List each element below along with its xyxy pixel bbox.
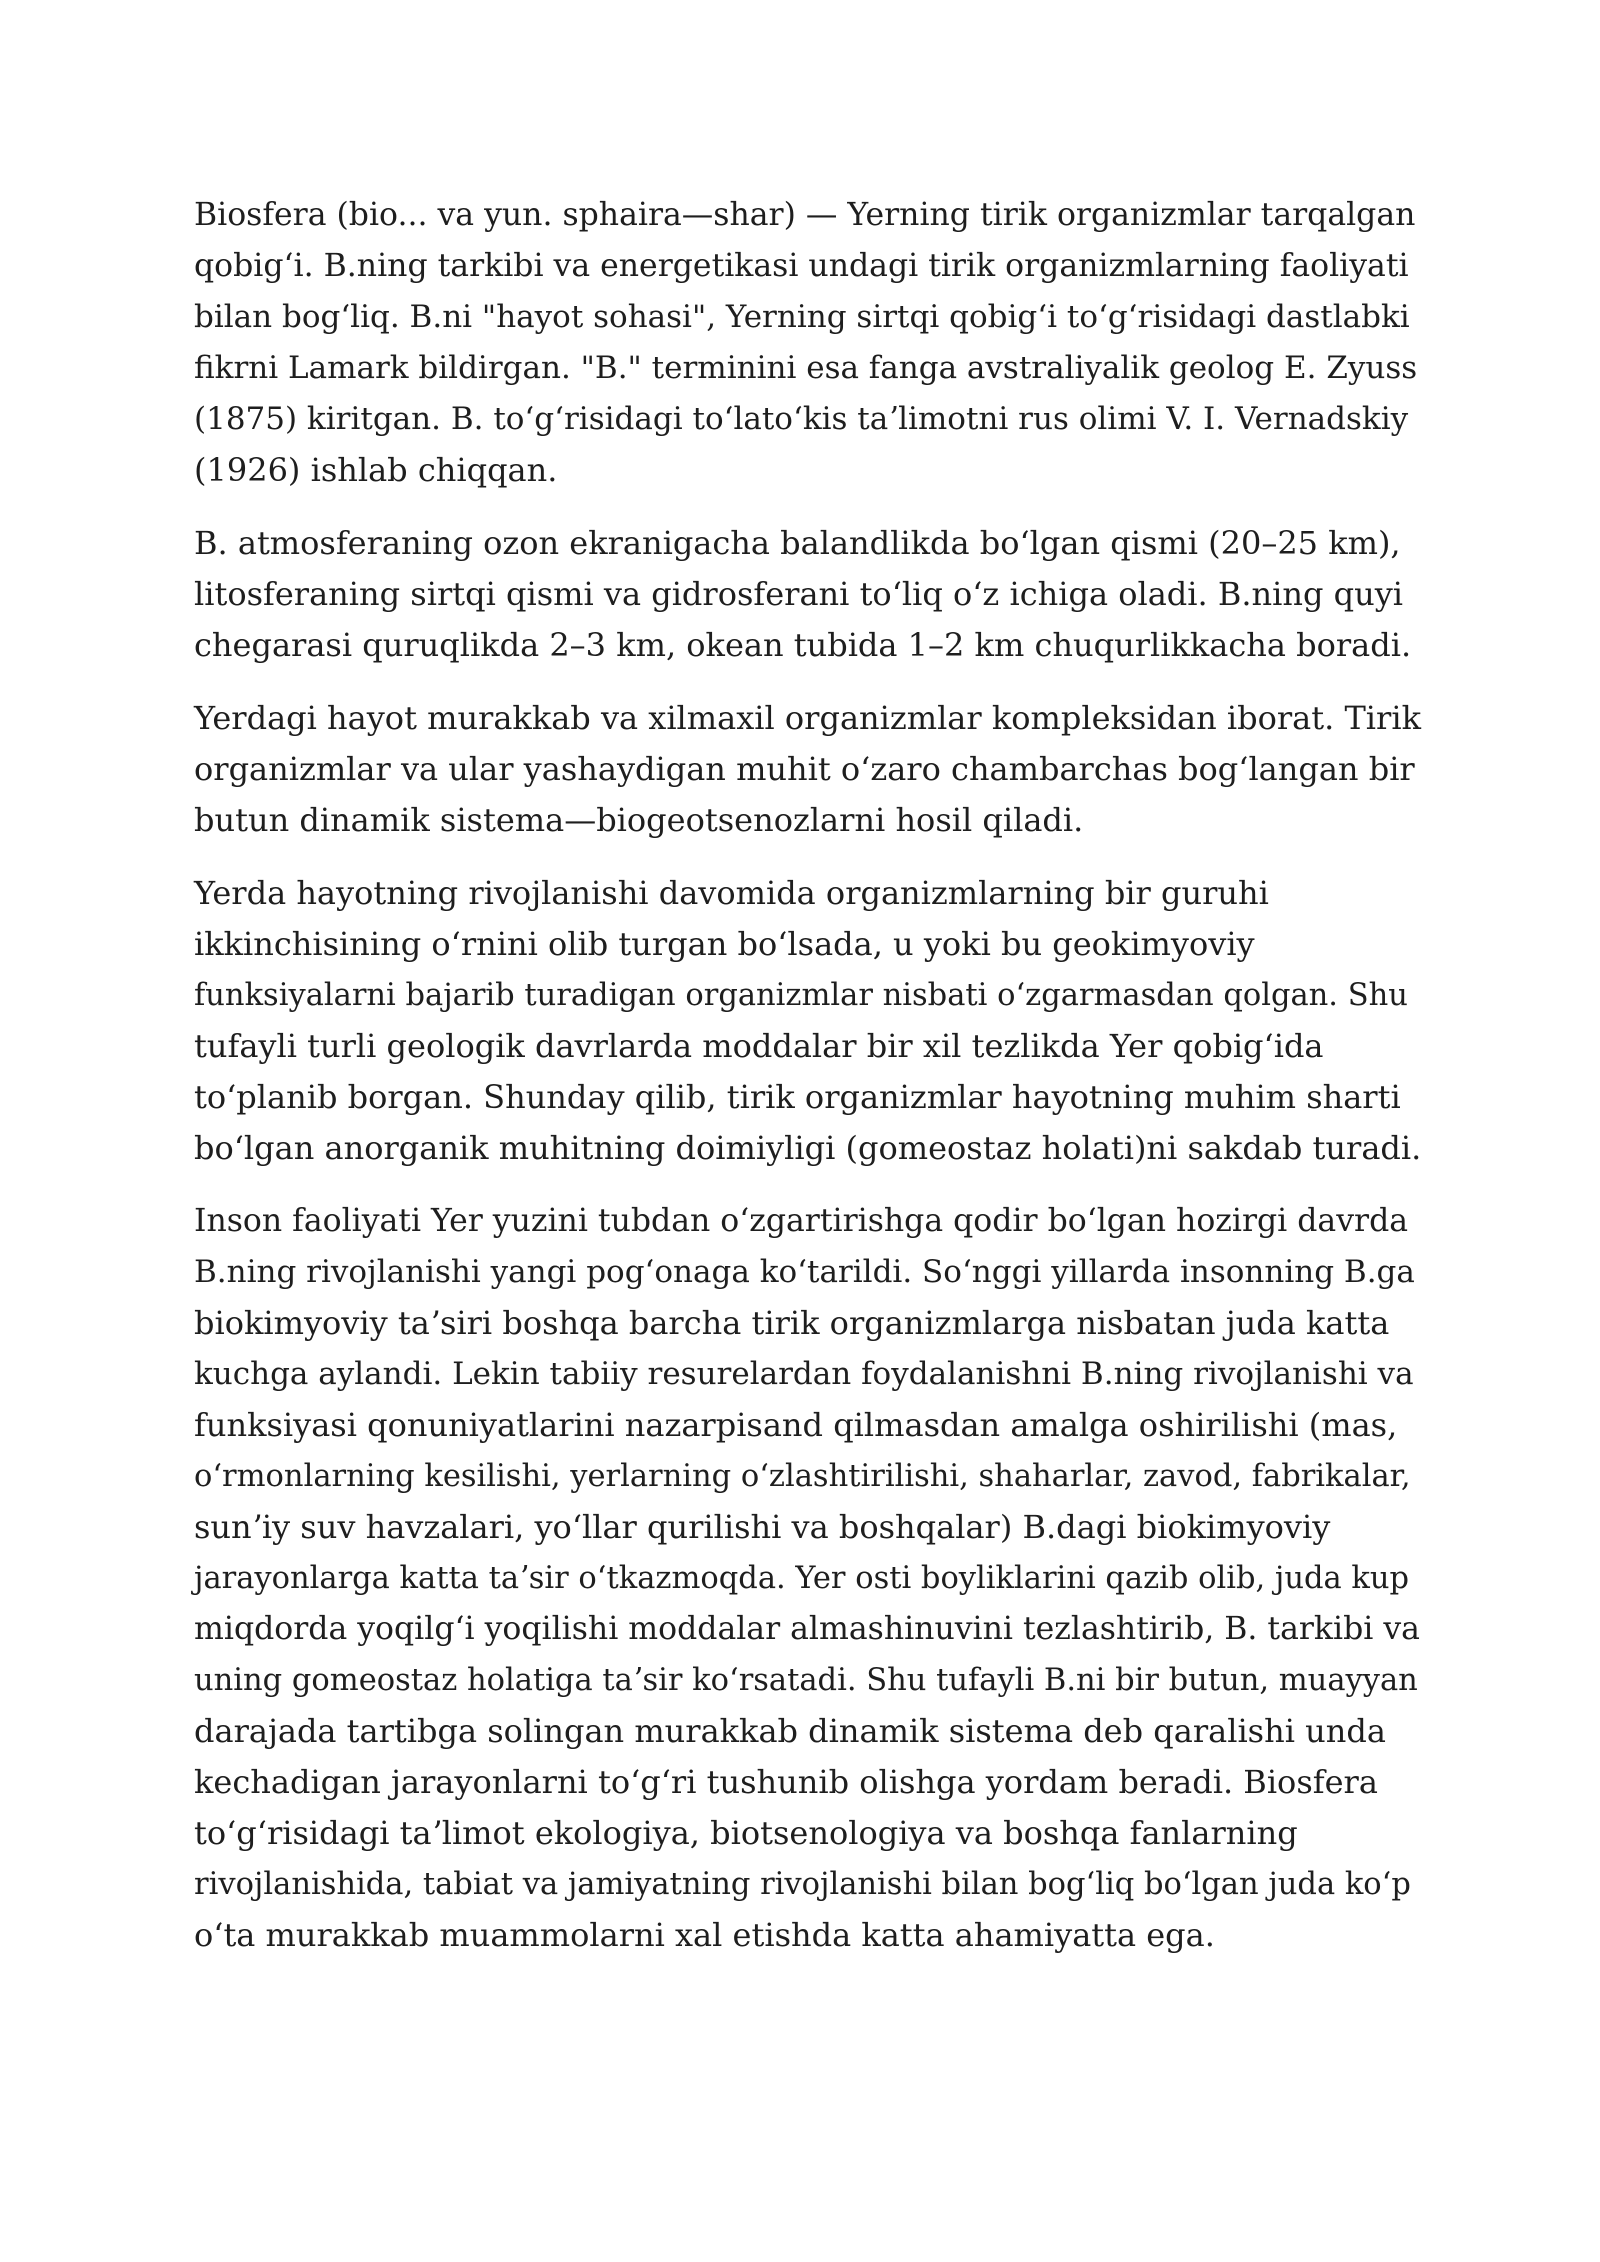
- text-line: ikkinchisining oʻrnini olib turgan boʻlsada, u yoki bu geokimyoviy: [194, 925, 1255, 963]
- text-line: butun dinamik sistema—biogeotsenozlarni hosil qiladi.: [194, 801, 1084, 839]
- paragraph-2: [194, 518, 1426, 671]
- text-line: Yerda hayotning rivojlanishi davomida organizmlarning bir guruhi: [194, 874, 1269, 912]
- text-line: bilan bogʻliq. B.ni "hayot sohasi", Yerning sirtqi qobigʻi toʻgʻrisidagi dastlabki: [194, 299, 1410, 335]
- text-line: tufayli turli geologik davrlarda moddalar bir xil tezlikda Yer qobigʻida: [194, 1027, 1324, 1065]
- text-line: (1926) ishlab chiqqan.: [194, 451, 558, 489]
- paragraph-4: [194, 868, 1426, 1174]
- text-line: organizmlar va ular yashaydigan muhit oʻzaro chambarchas bogʻlangan bir: [194, 750, 1415, 788]
- text-line: Yerdagi hayot murakkab va xilmaxil organizmlar kompleksidan iborat. Tirik: [194, 699, 1421, 737]
- text-line: kechadigan jarayonlarni toʻgʻri tushunib olishga yordam beradi. Biosfera: [194, 1763, 1378, 1801]
- text-line: funksiyasi qonuniyatlarini nazarpisand qilmasdan amalga oshirilishi (mas,: [194, 1406, 1398, 1444]
- text-line: biokimyoviy taʼsiri boshqa barcha tirik organizmlarga nisbatan juda katta: [194, 1304, 1390, 1342]
- text-line: kuchga aylandi. Lekin tabiiy resurelardan foydalanishni B.ning rivojlanishi va: [194, 1356, 1414, 1392]
- paragraph-5: [194, 1196, 1426, 1961]
- text-line: miqdorda yoqilgʻi yoqilishi moddalar almashinuvini tezlashtirib, B. tarkibi va: [194, 1611, 1420, 1647]
- text-line: toʻplanib borgan. Shunday qilib, tirik organizmlar hayotning muhim sharti: [194, 1078, 1401, 1116]
- text-line: sunʼiy suv havzalari, yoʻllar qurilishi va boshqalar) B.dagi biokimyoviy: [194, 1508, 1331, 1546]
- text-line: jarayonlarga katta taʼsir oʻtkazmoqda. Yer osti boyliklarini qazib olib, juda kup: [194, 1561, 1410, 1596]
- text-line: darajada tartibga solingan murakkab dinamik sistema deb qaralishi unda: [194, 1712, 1386, 1750]
- text-line: (1875) kiritgan. B. toʻgʻrisidagi toʻlatoʻkis taʼlimotni rus olimi V. I. Vernadskiy: [194, 401, 1409, 437]
- text-line: rivojlanishida, tabiat va jamiyatning rivojlanishi bilan bogʻliq boʻlgan juda koʻp: [194, 1867, 1411, 1902]
- text-line: qobigʻi. B.ning tarkibi va energetikasi undagi tirik organizmlarning faoliyati: [194, 248, 1409, 284]
- text-line: litosferaning sirtqi qismi va gidrosferani toʻliq oʻz ichiga oladi. B.ning quyi: [194, 575, 1404, 613]
- text-line: funksiyalarni bajarib turadigan organizmlar nisbati oʻzgarmasdan qolgan. Shu: [194, 978, 1408, 1013]
- text-line: B.ning rivojlanishi yangi pogʻonaga koʻtarildi. Soʻnggi yillarda insonning B.ga: [194, 1254, 1415, 1290]
- text-line: chegarasi quruqlikda 2–3 km, okean tubida 1–2 km chuqurlikkacha boradi.: [194, 626, 1412, 664]
- text-line: Biosfera (bio... va yun. sphaira—shar) — Yerning tirik organizmlar tarqalgan: [194, 197, 1416, 233]
- text-line: Inson faoliyati Yer yuzini tubdan oʻzgartirishga qodir boʻlgan hozirgi davrda: [194, 1203, 1409, 1239]
- text-line: fikrni Lamark bildirgan. "B." terminini esa fanga avstraliyalik geolog E. Zyuss: [194, 350, 1418, 386]
- text-line: boʻlgan anorganik muhitning doimiyligi (gomeostaz holati)ni sakdab turadi.: [194, 1129, 1422, 1167]
- text-line: uning gomeostaz holatiga taʼsir koʻrsatadi. Shu tufayli B.ni bir butun, muayyan: [194, 1663, 1418, 1698]
- text-line: toʻgʻrisidagi taʼlimot ekologiya, biotsenologiya va boshqa fanlarning: [194, 1814, 1298, 1852]
- article-body: [194, 190, 1426, 1983]
- text-line: oʻrmonlarning kesilishi, yerlarning oʻzlashtirilishi, shaharlar, zavod, fabrikalar,: [194, 1459, 1411, 1494]
- text-line: B. atmosferaning ozon ekranigacha balandlikda boʻlgan qismi (20–25 km),: [194, 524, 1401, 562]
- text-line: oʻta murakkab muammolarni xal etishda katta ahamiyatta ega.: [194, 1916, 1215, 1954]
- paragraph-1: [194, 190, 1426, 496]
- paragraph-3: [194, 693, 1426, 846]
